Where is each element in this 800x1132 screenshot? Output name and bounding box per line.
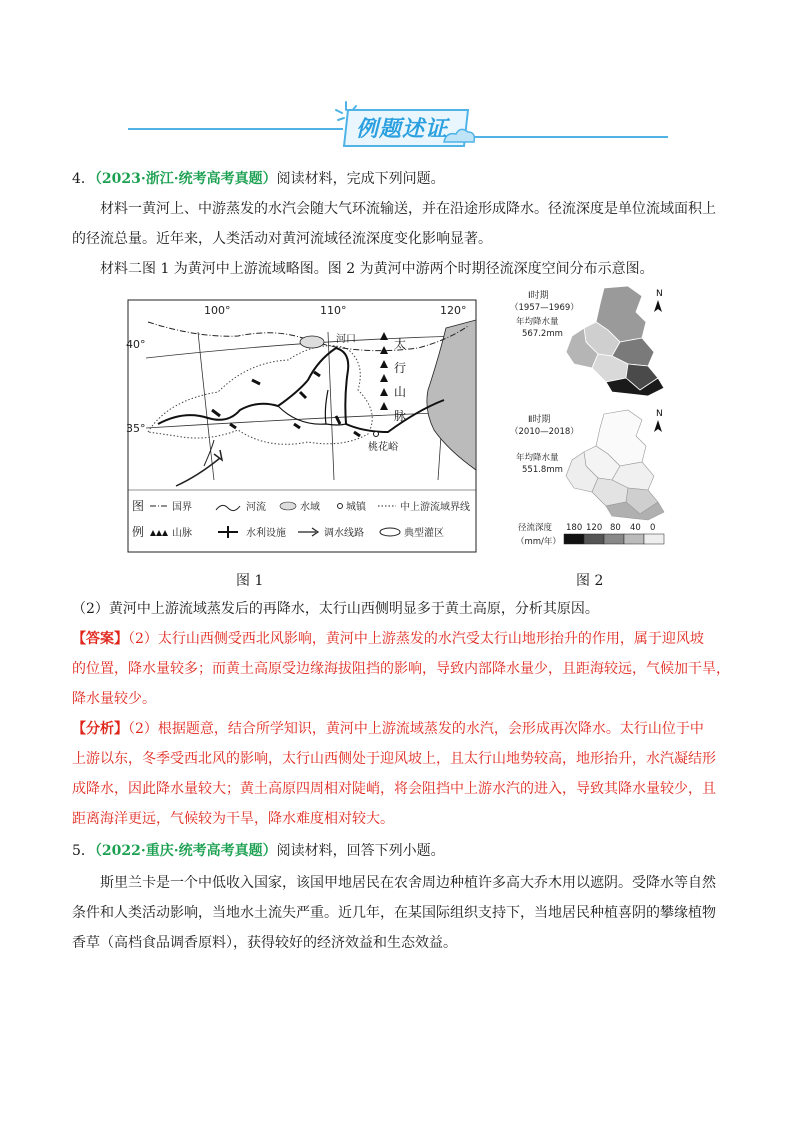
- figure1-caption: 图 1: [236, 573, 264, 589]
- q5-line2: 条件和人类活动影响，当地水土流失严重。近几年，在某国际组织支持下，当地居民种植喜阴的攀缘植物: [72, 905, 716, 921]
- q4-question: （2）黄河中上游流域蒸发后的再降水，太行山西侧明显多于黄土高原，分析其原因。: [72, 601, 599, 617]
- q4-analysis-line1: [72, 718, 732, 740]
- q4-header: [72, 168, 732, 190]
- q4-analysis-line4: 距离海洋更远，气候较为干旱，降水难度相对较大。: [72, 811, 394, 827]
- legend-river: 河流: [246, 502, 266, 513]
- q5-header: [72, 840, 732, 862]
- q4-answer-line2: 的位置，降水量较多；而黄土高原受边缘海拔阻挡的影响，导致内部降水量少，且距海较远，气候加干旱，: [72, 661, 730, 677]
- north-arrow-1-label: N: [656, 289, 663, 299]
- legend-mountain: 山脉: [172, 528, 192, 539]
- period1-years: （1957—1969）: [510, 303, 579, 313]
- legend-row1-label: 图: [132, 499, 145, 513]
- q5-source: （2022·重庆·统考高考真题）: [94, 843, 277, 859]
- answer-tag: 【答案】: [72, 631, 128, 647]
- period2-rain-value: 551.8mm: [522, 465, 563, 475]
- period1-rain-value: 567.2mm: [522, 329, 563, 339]
- q4-answer-line1: [72, 628, 732, 650]
- legend-irrigation: 典型灌区: [404, 528, 444, 539]
- legend-town: 城镇: [346, 502, 366, 513]
- lon-label-110: 110°: [320, 304, 347, 317]
- analysis-text-1: （2）根据题意，结合所学知识，黄河中上游流域蒸发的水汽，会形成再次降水。太行山位于中: [128, 721, 704, 737]
- figure2-maps: [508, 282, 678, 552]
- figure2-caption: 图 2: [576, 573, 604, 589]
- scale-value-40: 40: [630, 523, 641, 533]
- period1-map: [566, 286, 664, 396]
- north-arrow-2: [654, 420, 662, 432]
- legend-border: 国界: [172, 502, 192, 513]
- banner-line-left: [128, 128, 343, 130]
- mountain-char-2: 行: [394, 361, 407, 375]
- banner-line-right: [468, 136, 668, 138]
- scale-value-80: 80: [610, 523, 621, 533]
- q4-source: （2023·浙江·统考高考真题）: [94, 171, 277, 187]
- q5-line3: 香草（高档食品调香原料），获得较好的经济效益和生态效益。: [72, 935, 457, 951]
- legend-dam: 水利设施: [246, 528, 286, 539]
- q5-number: 5．: [72, 843, 95, 859]
- period1-title: Ⅰ时期: [528, 291, 549, 301]
- lat-label-35: 35°: [126, 422, 146, 435]
- figure1-map: [128, 300, 476, 552]
- mountain-char-1: 太: [394, 337, 407, 351]
- legend-water: 水域: [300, 502, 320, 513]
- analysis-tag: 【分析】: [72, 721, 128, 737]
- place-taohuayu: 桃花峪: [368, 442, 398, 453]
- north-arrow-1: [654, 300, 662, 312]
- q4-material1-line2: 的径流总量。近年来，人类活动对黄河流域径流深度变化影响显著。: [72, 231, 492, 247]
- period2-years: （2010—2018）: [510, 427, 579, 437]
- q4-material2: 材料二图 1 为黄河中上游流域略图。图 2 为黄河中游两个时期径流深度空间分布示意图。: [100, 261, 654, 277]
- north-arrow-2-label: N: [656, 409, 663, 419]
- legend-basin-line: 中上游流域界线: [400, 502, 470, 513]
- period2-map: [566, 410, 664, 520]
- scale-value-120: 120: [586, 523, 603, 533]
- q4-analysis-line3: 成降水，因此降水量较大；黄土高原四周相对陡峭，将会阻挡中上游水汽的进入，导致其降水量较少，且: [72, 781, 716, 797]
- period1-rain-label: 年均降水量: [516, 317, 559, 327]
- scale-label-2: （mm/年）: [516, 537, 561, 547]
- q5-prompt: 阅读材料，回答下列小题。: [276, 843, 445, 859]
- answer-text-1: （2）太行山西侧受西北风影响，黄河中上游蒸发的水汽受太行山地形抬升的作用，属于迎风坡: [128, 631, 704, 647]
- mountain-char-4: 脉: [394, 409, 407, 423]
- lon-label-100: 100°: [204, 304, 231, 317]
- mountain-char-3: 山: [394, 385, 407, 399]
- legend-row2-label: 例: [132, 525, 145, 539]
- q4-number: 4．: [72, 171, 95, 187]
- scale-label-1: 径流深度: [518, 523, 553, 533]
- scale-value-180: 180: [566, 523, 583, 533]
- place-hekou: 河口: [336, 334, 356, 345]
- scale-swatches: [564, 534, 664, 544]
- q4-prompt: 阅读材料，完成下列问题。: [276, 171, 445, 187]
- q4-material1-line1: 材料一黄河上、中游蒸发的水汽会随大气环流输送，并在沿途形成降水。径流深度是单位流域面积上: [100, 201, 716, 217]
- q5-line1: 斯里兰卡是一个中低收入国家，该国甲地居民在农舍周边种植许多高大乔木用以遮阴。受降水等自然: [100, 875, 716, 891]
- q4-analysis-line2: 上游以东，冬季受西北风的影响，太行山西侧处于迎风坡上，且太行山地势较高，地形抬升，水汽凝结形: [72, 751, 716, 767]
- lat-label-40: 40°: [126, 338, 146, 351]
- lon-label-120: 120°: [440, 304, 467, 317]
- banner-title: 例题述证: [356, 117, 449, 142]
- legend-diversion: 调水线路: [324, 528, 364, 539]
- period2-title: Ⅱ时期: [528, 415, 551, 425]
- period2-rain-label: 年均降水量: [516, 453, 559, 463]
- scale-value-0: 0: [650, 523, 656, 533]
- q4-answer-line3: 降水量较少。: [72, 691, 156, 707]
